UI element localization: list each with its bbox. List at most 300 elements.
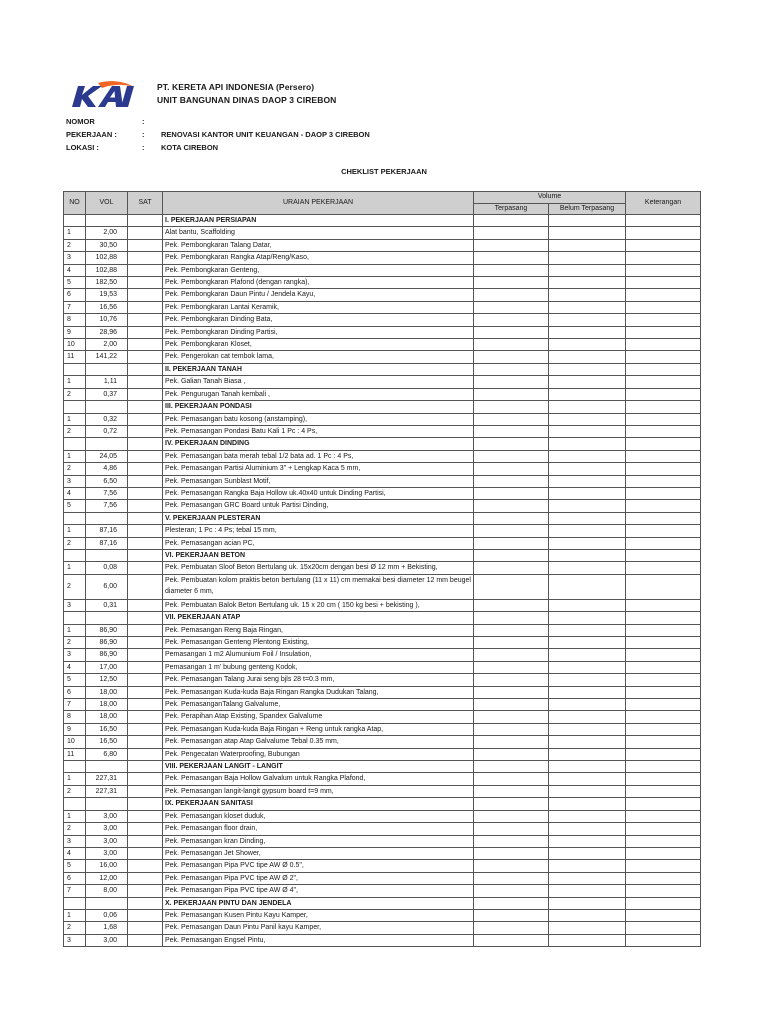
cell-vol: 18,00	[86, 711, 128, 723]
meta-value: RENOVASI KANTOR UNIT KEUANGAN - DAOP 3 CIREBON	[161, 130, 370, 139]
cell-sat	[128, 897, 163, 909]
cell-sat	[128, 835, 163, 847]
cell-sat	[128, 500, 163, 512]
cell-belum-terpasang	[549, 339, 626, 351]
cell-uraian: Pek. Pemasangan Pipa PVC tipe AW Ø 4",	[163, 885, 474, 897]
cell-sat	[128, 860, 163, 872]
cell-sat	[128, 637, 163, 649]
cell-belum-terpasang	[549, 376, 626, 388]
cell-uraian: Pek. Pembongkaran Plafond (dengan rangka),	[163, 277, 474, 289]
cell-terpasang	[474, 723, 549, 735]
cell-belum-terpasang	[549, 500, 626, 512]
cell-keterangan	[626, 537, 701, 549]
cell-uraian: I. PEKERJAAN PERSIAPAN	[163, 215, 474, 227]
cell-uraian: Pek. Pemasangan floor drain,	[163, 823, 474, 835]
table-row	[64, 686, 701, 698]
cell-uraian: Pek. Pembongkaran Lantai Keramik,	[163, 301, 474, 313]
table-row	[64, 413, 701, 425]
cell-vol	[86, 761, 128, 773]
cell-belum-terpasang	[549, 711, 626, 723]
header-uraian: URAIAN PEKERJAAN	[163, 192, 474, 215]
cell-terpasang	[474, 475, 549, 487]
cell-uraian: Pek. Pembuatan Sloof Beton Bertulang uk. 15x20cm dengan besi Ø 12 mm + Bekisting,	[163, 562, 474, 574]
cell-terpasang	[474, 711, 549, 723]
cell-sat	[128, 252, 163, 264]
cell-sat	[128, 674, 163, 686]
cell-keterangan	[626, 450, 701, 462]
cell-belum-terpasang	[549, 736, 626, 748]
cell-terpasang	[474, 860, 549, 872]
table-row	[64, 736, 701, 748]
cell-vol: 86,90	[86, 649, 128, 661]
cell-keterangan	[626, 289, 701, 301]
cell-no: 1	[64, 413, 86, 425]
cell-vol: 0,08	[86, 562, 128, 574]
cell-vol: 182,50	[86, 277, 128, 289]
cell-uraian: VI. PEKERJAAN BETON	[163, 549, 474, 561]
cell-keterangan	[626, 823, 701, 835]
cell-keterangan	[626, 711, 701, 723]
cell-terpasang	[474, 525, 549, 537]
company-unit: UNIT BANGUNAN DINAS DAOP 3 CIREBON	[157, 95, 337, 105]
logo-letter-i	[121, 86, 134, 107]
cell-terpasang	[474, 649, 549, 661]
cell-belum-terpasang	[549, 897, 626, 909]
cell-keterangan	[626, 909, 701, 921]
cell-vol: 87,16	[86, 525, 128, 537]
cell-vol: 24,05	[86, 450, 128, 462]
cell-belum-terpasang	[549, 773, 626, 785]
cell-sat	[128, 401, 163, 413]
cell-uraian: Pek. Pemasangan Kuda-kuda Baja Ringan Rangka Dudukan Talang,	[163, 686, 474, 698]
cell-vol: 0,06	[86, 909, 128, 921]
cell-terpasang	[474, 500, 549, 512]
cell-sat	[128, 599, 163, 611]
cell-keterangan	[626, 686, 701, 698]
cell-uraian: Pek. Pengecatan Waterproofing, Bubungan	[163, 748, 474, 760]
cell-belum-terpasang	[549, 277, 626, 289]
cell-uraian: Pek. PemasanganTalang Galvalume,	[163, 699, 474, 711]
cell-sat	[128, 314, 163, 326]
header-keterangan: Keterangan	[626, 192, 701, 215]
cell-keterangan	[626, 277, 701, 289]
cell-no: 2	[64, 922, 86, 934]
cell-sat	[128, 363, 163, 375]
cell-vol: 0,32	[86, 413, 128, 425]
cell-uraian: Pek. Pengurugan Tanah kembali ,	[163, 388, 474, 400]
cell-uraian: Pek. Pemasangan Engsel Pintu,	[163, 934, 474, 946]
meta-colon: :	[142, 117, 145, 126]
cell-no: 2	[64, 239, 86, 251]
cell-belum-terpasang	[549, 475, 626, 487]
cell-vol: 3,00	[86, 810, 128, 822]
cell-terpasang	[474, 438, 549, 450]
cell-belum-terpasang	[549, 823, 626, 835]
cell-uraian: IX. PEKERJAAN SANITASI	[163, 798, 474, 810]
cell-uraian: Pek. Pemasangan Baja Hollow Galvalum untuk Rangka Plafond,	[163, 773, 474, 785]
cell-no: 3	[64, 934, 86, 946]
cell-keterangan	[626, 624, 701, 636]
cell-terpasang	[474, 215, 549, 227]
company-name: PT. KERETA API INDONESIA (Persero)	[157, 82, 315, 92]
cell-terpasang	[474, 376, 549, 388]
cell-belum-terpasang	[549, 860, 626, 872]
cell-belum-terpasang	[549, 413, 626, 425]
cell-keterangan	[626, 897, 701, 909]
cell-vol: 141,22	[86, 351, 128, 363]
cell-no	[64, 761, 86, 773]
cell-belum-terpasang	[549, 525, 626, 537]
cell-vol: 17,00	[86, 661, 128, 673]
cell-sat	[128, 773, 163, 785]
section-row	[64, 401, 701, 413]
cell-belum-terpasang	[549, 351, 626, 363]
cell-no	[64, 363, 86, 375]
table-row	[64, 748, 701, 760]
cell-sat	[128, 512, 163, 524]
cell-keterangan	[626, 785, 701, 797]
cell-keterangan	[626, 934, 701, 946]
logo-letter-a	[98, 86, 123, 107]
table-row	[64, 934, 701, 946]
cell-terpasang	[474, 450, 549, 462]
cell-no: 6	[64, 686, 86, 698]
cell-no: 1	[64, 624, 86, 636]
cell-vol: 18,00	[86, 699, 128, 711]
cell-belum-terpasang	[549, 264, 626, 276]
cell-uraian: Pek. Pembongkaran Rangka Atap/Reng/Kaso,	[163, 252, 474, 264]
cell-vol: 3,00	[86, 823, 128, 835]
table-row	[64, 264, 701, 276]
cell-belum-terpasang	[549, 922, 626, 934]
cell-uraian: Pek. Pemasangan acian PC,	[163, 537, 474, 549]
cell-vol	[86, 798, 128, 810]
cell-uraian: Pek. Pemasangan Pondasi Batu Kali 1 Pc : 4 Ps,	[163, 425, 474, 437]
cell-terpasang	[474, 537, 549, 549]
cell-keterangan	[626, 574, 701, 599]
section-row	[64, 761, 701, 773]
cell-terpasang	[474, 686, 549, 698]
cell-vol: 86,90	[86, 624, 128, 636]
cell-keterangan	[626, 599, 701, 611]
cell-no: 4	[64, 661, 86, 673]
cell-sat	[128, 487, 163, 499]
cell-terpasang	[474, 487, 549, 499]
cell-uraian: Pek. Pemasangan Partisi Aluminium 3" + Lengkap Kaca 5 mm,	[163, 463, 474, 475]
table-row	[64, 425, 701, 437]
table-row	[64, 314, 701, 326]
cell-uraian: Pek. Pemasangan kran Dinding,	[163, 835, 474, 847]
cell-keterangan	[626, 649, 701, 661]
cell-belum-terpasang	[549, 612, 626, 624]
cell-sat	[128, 649, 163, 661]
table-row	[64, 711, 701, 723]
cell-terpasang	[474, 401, 549, 413]
cell-no: 1	[64, 227, 86, 239]
cell-terpasang	[474, 388, 549, 400]
table-row	[64, 860, 701, 872]
cell-belum-terpasang	[549, 463, 626, 475]
cell-terpasang	[474, 612, 549, 624]
cell-keterangan	[626, 885, 701, 897]
cell-sat	[128, 450, 163, 462]
cell-uraian: II. PEKERJAAN TANAH	[163, 363, 474, 375]
cell-no: 2	[64, 785, 86, 797]
cell-no: 1	[64, 525, 86, 537]
cell-uraian: Pek. Pemasangan bata merah tebal 1/2 bata ad. 1 Pc : 4 Ps,	[163, 450, 474, 462]
cell-belum-terpasang	[549, 512, 626, 524]
cell-no	[64, 215, 86, 227]
cell-terpasang	[474, 835, 549, 847]
cell-no	[64, 798, 86, 810]
cell-uraian: Pek. Pembongkaran Talang Datar,	[163, 239, 474, 251]
table-row	[64, 277, 701, 289]
table-row	[64, 810, 701, 822]
cell-uraian: Pek. Pengerokan cat tembok lama,	[163, 351, 474, 363]
cell-no: 10	[64, 736, 86, 748]
cell-belum-terpasang	[549, 537, 626, 549]
section-row	[64, 215, 701, 227]
cell-no: 2	[64, 637, 86, 649]
table-row	[64, 252, 701, 264]
cell-sat	[128, 537, 163, 549]
cell-vol: 12,50	[86, 674, 128, 686]
cell-terpasang	[474, 785, 549, 797]
cell-keterangan	[626, 512, 701, 524]
cell-belum-terpasang	[549, 301, 626, 313]
cell-no: 5	[64, 500, 86, 512]
cell-terpasang	[474, 810, 549, 822]
cell-terpasang	[474, 934, 549, 946]
header-vol: VOL	[86, 192, 128, 215]
cell-sat	[128, 227, 163, 239]
cell-vol: 102,88	[86, 252, 128, 264]
cell-keterangan	[626, 339, 701, 351]
cell-keterangan	[626, 699, 701, 711]
cell-vol: 19,53	[86, 289, 128, 301]
cell-no	[64, 549, 86, 561]
cell-uraian: Pek. Pemasangan langit-langit gypsum board t=9 mm,	[163, 785, 474, 797]
cell-no: 5	[64, 277, 86, 289]
meta-label: PEKERJAAN :	[66, 130, 117, 139]
cell-keterangan	[626, 264, 701, 276]
cell-keterangan	[626, 413, 701, 425]
cell-sat	[128, 413, 163, 425]
cell-terpasang	[474, 227, 549, 239]
cell-terpasang	[474, 773, 549, 785]
table-row	[64, 376, 701, 388]
cell-terpasang	[474, 748, 549, 760]
cell-no: 6	[64, 872, 86, 884]
cell-keterangan	[626, 525, 701, 537]
cell-uraian: Pek. Pemasangan atap Atap Galvalume Tebal 0.35 mm,	[163, 736, 474, 748]
cell-terpasang	[474, 736, 549, 748]
cell-no	[64, 612, 86, 624]
cell-keterangan	[626, 425, 701, 437]
cell-no: 2	[64, 574, 86, 599]
table-row	[64, 388, 701, 400]
cell-terpasang	[474, 301, 549, 313]
cell-belum-terpasang	[549, 438, 626, 450]
cell-sat	[128, 872, 163, 884]
cell-no: 4	[64, 487, 86, 499]
cell-uraian: Alat bantu, Scaffolding	[163, 227, 474, 239]
cell-vol: 0,31	[86, 599, 128, 611]
cell-vol: 7,56	[86, 487, 128, 499]
cell-no: 2	[64, 463, 86, 475]
cell-no: 3	[64, 835, 86, 847]
cell-keterangan	[626, 549, 701, 561]
table-row	[64, 289, 701, 301]
cell-terpasang	[474, 798, 549, 810]
cell-belum-terpasang	[549, 637, 626, 649]
cell-belum-terpasang	[549, 549, 626, 561]
section-row	[64, 612, 701, 624]
cell-vol: 3,00	[86, 934, 128, 946]
cell-belum-terpasang	[549, 723, 626, 735]
cell-sat	[128, 699, 163, 711]
cell-uraian: Pemasangan 1 m2 Alumunium Foil / Insulation,	[163, 649, 474, 661]
table-row	[64, 326, 701, 338]
table-row	[64, 637, 701, 649]
cell-no: 1	[64, 810, 86, 822]
table-row	[64, 885, 701, 897]
cell-terpasang	[474, 761, 549, 773]
cell-no: 6	[64, 289, 86, 301]
table-row	[64, 723, 701, 735]
cell-sat	[128, 810, 163, 822]
cell-uraian: Pek. Pemasangan GRC Board untuk Partisi Dinding,	[163, 500, 474, 512]
cell-belum-terpasang	[549, 450, 626, 462]
cell-keterangan	[626, 463, 701, 475]
cell-uraian: Pek. Galian Tanah Biasa ,	[163, 376, 474, 388]
cell-uraian: VIII. PEKERJAAN LANGIT - LANGIT	[163, 761, 474, 773]
cell-uraian: III. PEKERJAAN PONDASI	[163, 401, 474, 413]
table-row	[64, 500, 701, 512]
cell-uraian: Pek. Pembongkaran Kloset,	[163, 339, 474, 351]
cell-terpasang	[474, 574, 549, 599]
cell-vol	[86, 401, 128, 413]
cell-keterangan	[626, 363, 701, 375]
cell-vol	[86, 215, 128, 227]
cell-sat	[128, 475, 163, 487]
cell-terpasang	[474, 674, 549, 686]
meta-label: LOKASI :	[66, 143, 99, 152]
cell-keterangan	[626, 736, 701, 748]
cell-sat	[128, 351, 163, 363]
cell-keterangan	[626, 227, 701, 239]
cell-sat	[128, 289, 163, 301]
cell-terpasang	[474, 314, 549, 326]
cell-vol: 10,76	[86, 314, 128, 326]
cell-no: 1	[64, 562, 86, 574]
cell-terpasang	[474, 624, 549, 636]
cell-sat	[128, 549, 163, 561]
cell-uraian: Pek. Pemasangan Kusen Pintu Kayu Kamper,	[163, 909, 474, 921]
cell-no: 3	[64, 252, 86, 264]
cell-terpasang	[474, 847, 549, 859]
cell-vol: 0,37	[86, 388, 128, 400]
table-row	[64, 699, 701, 711]
cell-no: 1	[64, 909, 86, 921]
cell-terpasang	[474, 909, 549, 921]
meta-value: KOTA CIREBON	[161, 143, 219, 152]
table-row	[64, 525, 701, 537]
cell-vol: 7,56	[86, 500, 128, 512]
cell-sat	[128, 624, 163, 636]
cell-vol: 12,00	[86, 872, 128, 884]
table-row	[64, 649, 701, 661]
cell-belum-terpasang	[549, 401, 626, 413]
checklist-table	[63, 191, 701, 947]
cell-uraian: Pek. Pembuatan Balok Beton Bertulang uk. 15 x 20 cm ( 150 kg besi + bekisting ),	[163, 599, 474, 611]
cell-sat	[128, 425, 163, 437]
table-row	[64, 599, 701, 611]
cell-vol: 18,00	[86, 686, 128, 698]
header-belum-terpasang: Belum Terpasang	[549, 203, 626, 215]
cell-vol: 6,80	[86, 748, 128, 760]
section-row	[64, 897, 701, 909]
cell-sat	[128, 723, 163, 735]
cell-vol: 30,50	[86, 239, 128, 251]
table-row	[64, 537, 701, 549]
cell-sat	[128, 388, 163, 400]
meta-colon: :	[142, 143, 145, 152]
cell-keterangan	[626, 835, 701, 847]
table-row	[64, 847, 701, 859]
table-row	[64, 872, 701, 884]
cell-sat	[128, 761, 163, 773]
cell-no: 9	[64, 326, 86, 338]
cell-vol: 86,90	[86, 637, 128, 649]
cell-no: 2	[64, 823, 86, 835]
cell-vol	[86, 897, 128, 909]
cell-uraian: V. PEKERJAAN PLESTERAN	[163, 512, 474, 524]
cell-keterangan	[626, 401, 701, 413]
cell-uraian: VII. PEKERJAAN ATAP	[163, 612, 474, 624]
cell-sat	[128, 438, 163, 450]
table-row	[64, 661, 701, 673]
cell-vol	[86, 549, 128, 561]
cell-uraian: Pek. Pemasangan Kuda-kuda Baja Ringan + Reng untuk rangka Atap,	[163, 723, 474, 735]
cell-terpasang	[474, 549, 549, 561]
cell-belum-terpasang	[549, 872, 626, 884]
cell-terpasang	[474, 512, 549, 524]
cell-keterangan	[626, 438, 701, 450]
table-row	[64, 301, 701, 313]
table-row	[64, 922, 701, 934]
cell-vol: 1,11	[86, 376, 128, 388]
meta-colon: :	[142, 130, 145, 139]
cell-belum-terpasang	[549, 810, 626, 822]
cell-sat	[128, 798, 163, 810]
cell-uraian: Pek. Pemasangan Pipa PVC tipe AW Ø 2",	[163, 872, 474, 884]
table-row	[64, 785, 701, 797]
cell-keterangan	[626, 872, 701, 884]
cell-keterangan	[626, 847, 701, 859]
cell-uraian: Pek. Pemasangan kloset duduk,	[163, 810, 474, 822]
cell-vol: 2,00	[86, 339, 128, 351]
cell-terpasang	[474, 922, 549, 934]
cell-vol: 227,31	[86, 785, 128, 797]
cell-vol: 1,68	[86, 922, 128, 934]
cell-keterangan	[626, 748, 701, 760]
cell-keterangan	[626, 314, 701, 326]
cell-terpasang	[474, 351, 549, 363]
cell-belum-terpasang	[549, 847, 626, 859]
cell-uraian: Plesteran; 1 Pc : 4 Ps; tebal 15 mm,	[163, 525, 474, 537]
cell-vol: 6,00	[86, 574, 128, 599]
